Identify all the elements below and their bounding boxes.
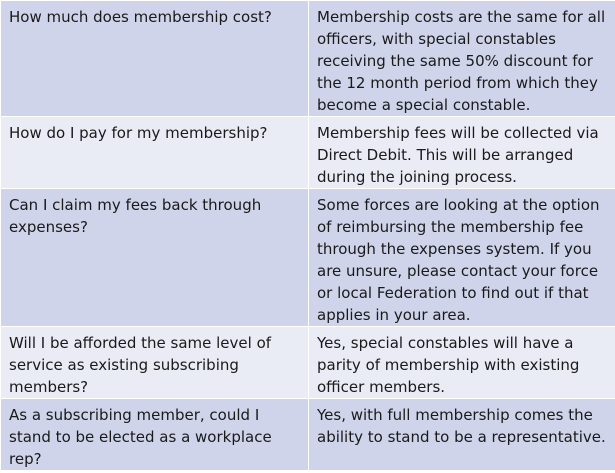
answer-cell: Yes, with full membership comes the ability to stand to be a representative. [309, 399, 615, 471]
table-row [1, 399, 615, 471]
question-cell: As a subscribing member, could I stand to be elected as a workplace rep? [1, 399, 309, 471]
table-row [1, 327, 615, 399]
answer-cell: Some forces are looking at the option of reimbursing the membership fee through the expenses system. If you are unsure, please contact your force or local Federation to find out if that applies in your area. [309, 189, 615, 327]
question-cell: How do I pay for my membership? [1, 117, 309, 189]
question-cell: Will I be afforded the same level of service as existing subscribing members? [1, 327, 309, 399]
table-row [1, 1, 615, 117]
table-row [1, 189, 615, 327]
table-row [1, 117, 615, 189]
question-cell: Can I claim my fees back through expenses? [1, 189, 309, 327]
question-cell: How much does membership cost? [1, 1, 309, 117]
answer-cell: Membership costs are the same for all officers, with special constables receiving the same 50% discount for the 12 month period from which they become a special constable. [309, 1, 615, 117]
answer-cell: Membership fees will be collected via Direct Debit. This will be arranged during the joining process. [309, 117, 615, 189]
answer-cell: Yes, special constables will have a parity of membership with existing officer members. [309, 327, 615, 399]
